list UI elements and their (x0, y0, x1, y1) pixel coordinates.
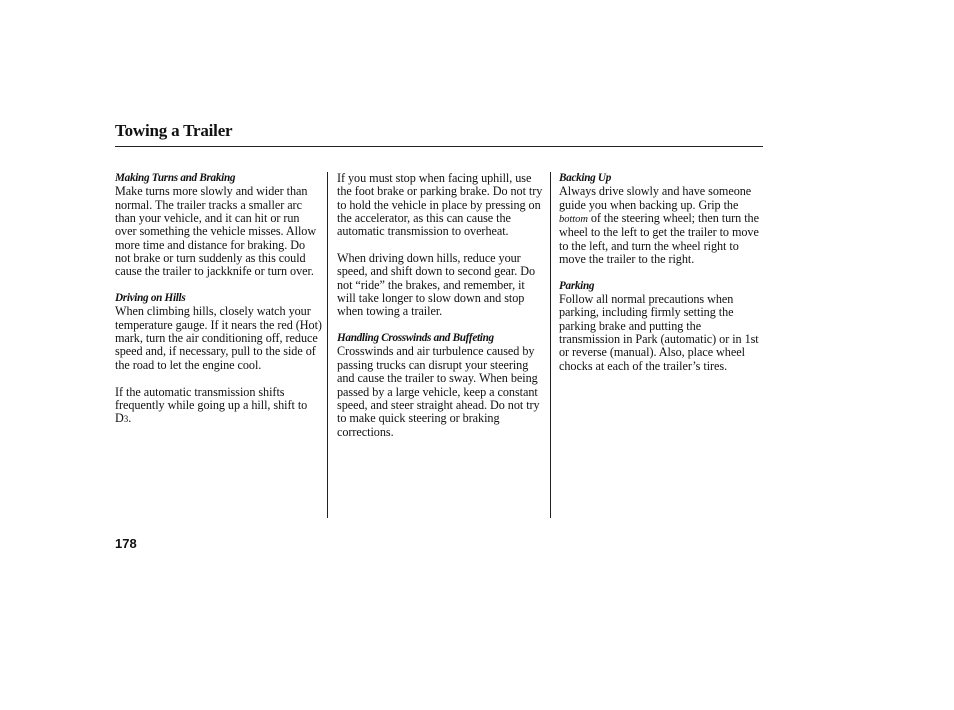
backing-text-pre: Always drive slowly and have someone guide you when backing up. Grip the (559, 184, 752, 212)
section-heading-turns-braking: Making Turns and Braking (115, 172, 236, 184)
backing-emphasis: bottom (559, 214, 588, 226)
title-divider (115, 146, 763, 147)
section-body-downhill: When driving down hills, reduce your speed, and shift down to second gear. Do not “ride” the brakes, and remember, it will take longer to slow down and stop when towing a trailer. (337, 251, 536, 319)
section-body-backing-up (559, 185, 765, 266)
section-body-parking: Follow all normal precautions when parking, including firmly setting the parking brake and putting the transmission in Park (automatic) or in 1st or reverse (manual). Also, place wheel chocks at each of the trailer’s tires. (559, 292, 759, 373)
gear-subscript: 3 (123, 414, 129, 425)
column-divider-left (327, 172, 328, 518)
section-body-turns-braking: Make turns more slowly and wider than normal. The trailer tracks a smaller arc than your vehicle, and it can hit or run over something the vehicle misses. Allow more time and distance for braking. Do not brake or turn suddenly as this could cause the trailer to jackknife or turn over. (115, 184, 317, 279)
column-divider-right (550, 172, 551, 518)
shift-text-post: . (128, 411, 132, 426)
section-body-crosswinds: Crosswinds and air turbulence caused by passing trucks can disrupt your steering and cause the trailer to sway. When being passed by a large vehicle, keep a constant speed, and steer straight ahead. Do not try to make quick steering or braking corrections. (337, 344, 540, 439)
section-heading-driving-hills: Driving on Hills (115, 292, 186, 305)
shift-text-pre: If the automatic transmission shifts frequently while going up a hill, shift to D (115, 384, 308, 426)
page-title: Towing a Trailer (115, 121, 233, 140)
column-left (115, 172, 323, 427)
section-body-transmission-shift (115, 386, 323, 427)
section-body-driving-hills: When climbing hills, closely watch your temperature gauge. If it nears the red (Hot) mark, turn the air conditioning off, reduce speed and, if necessary, pull to the side of the road to let the engine cool. (115, 304, 322, 372)
section-heading-backing-up: Backing Up (559, 172, 612, 184)
backing-text-post: of the steering wheel; then turn the wheel to the left to get the trailer to move to the left, and turn the wheel right to move the trailer to the right. (559, 211, 759, 267)
page-number: 178 (115, 536, 137, 551)
section-heading-parking: Parking (559, 279, 595, 292)
column-right (559, 172, 765, 373)
section-heading-crosswinds: Handling Crosswinds and Buffeting (337, 332, 494, 345)
section-body-uphill-stop: If you must stop when facing uphill, use the foot brake or parking brake. Do not try to hold the vehicle in place by pressing on the accelerator, as this can cause the automatic transmission to overheat. (337, 171, 543, 239)
column-middle (337, 172, 545, 439)
